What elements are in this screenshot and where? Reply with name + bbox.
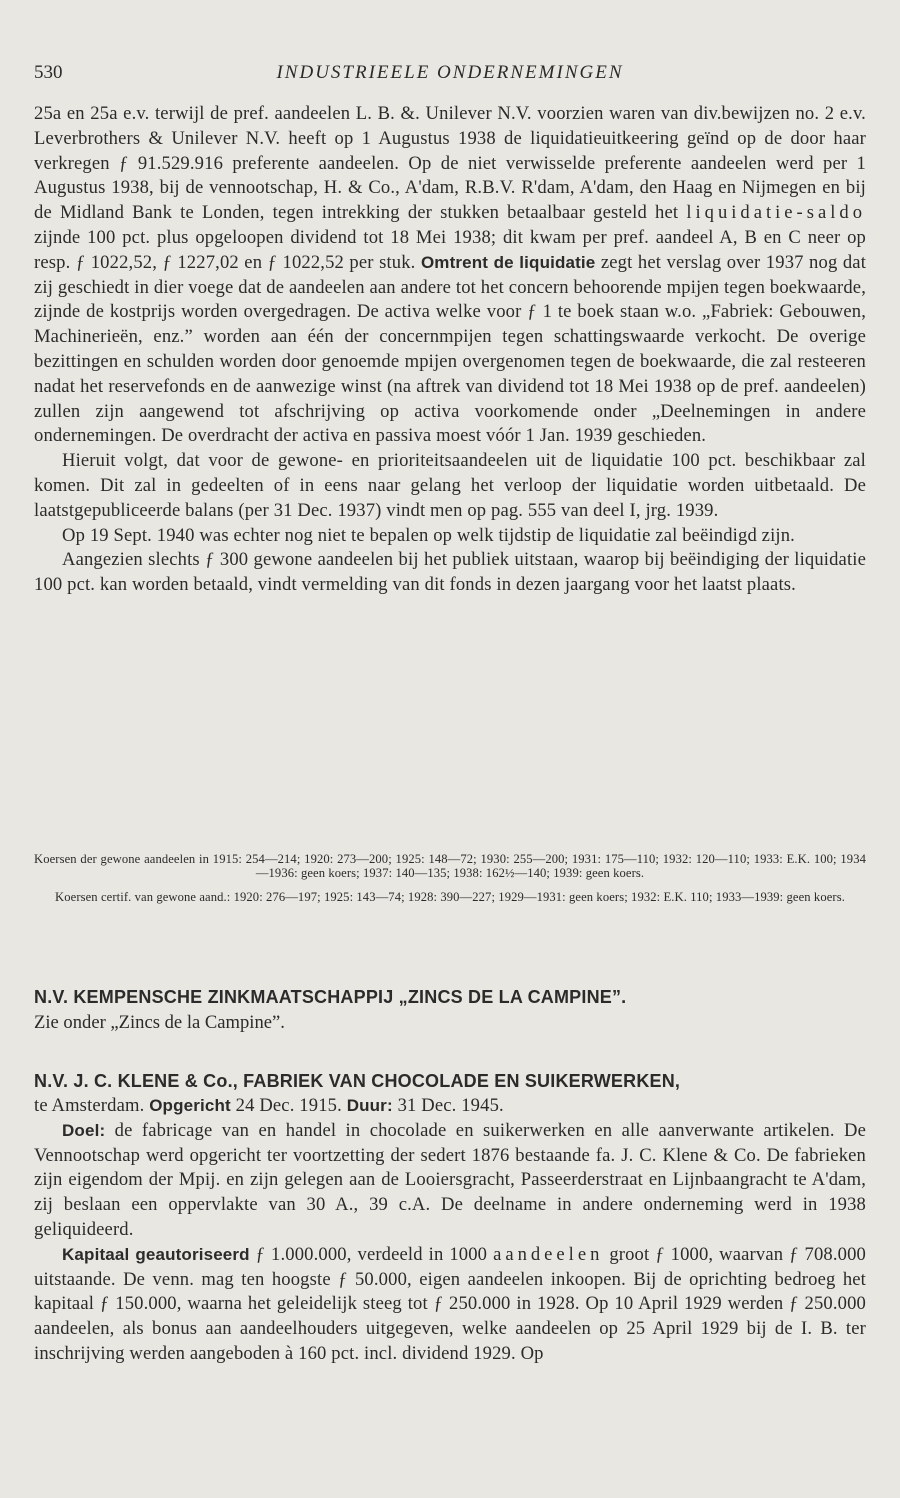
company-heading <box>34 985 866 1010</box>
duration-label: Duur: <box>346 1096 393 1115</box>
capital-label: Kapitaal geautoriseerd <box>62 1244 250 1264</box>
purpose-label: Doel: <box>62 1120 106 1140</box>
running-title: INDUSTRIEELE ONDERNEMINGEN <box>276 62 624 83</box>
purpose-text: de fabricage van en handel in chocolade en suikerwerken en alle aanverwante artikelen. De Vennootschap werd opgericht ter voortzetting der sedert 1876 bestaande fa. J. C. Klene & Co. De fabrieken zijn eigendom der Mpij. en zijn gelegen aan de Looiersgracht, Passeerderstraat en Lijnbaangracht te A'dam, zij beslaan een oppervlakte van 30 A., 39 c.A. De deelname in andere onderneming werd in 1938 geliquideerd. <box>34 1119 866 1240</box>
purpose-paragraph <box>34 1119 866 1243</box>
page-header <box>34 62 866 90</box>
duration-value: 31 Dec. 1945. <box>392 1095 504 1116</box>
price-notes <box>34 852 866 904</box>
final-listing-paragraph: Aangezien slechts ƒ 300 gewone aandeelen bij het publiek uitstaan, waarop bij beëindiging der liquidatie 100 pct. kan worden betaald, vindt vermelding van dit fonds in dezen jaargang voor het laatst plaats. <box>34 549 866 596</box>
cross-reference: Zie onder „Zincs de la Campine”. <box>34 1012 285 1033</box>
spaced-term: aandeelen <box>493 1243 604 1265</box>
text-run: groot ƒ 1000, waarvan ƒ 708.000 uitstaande. De venn. mag ten hoogste ƒ 50.000, eigen aandeelen inkoopen. Bij de oprichting bedroeg het kapitaal ƒ 150.000, waarna het geleidelijk steeg tot ƒ 250.000 in 1928. Op 10 April 1929 werden ƒ 250.000 aandeelen, als bonus aan aandeelhouders uitgegeven, welke aandeelen op 25 April 1929 bij de I. B. ter inschrijving werden aangeboden à 160 pct. incl. dividend 1929. Op <box>34 1243 866 1364</box>
company-heading <box>34 1069 866 1094</box>
liquidation-section <box>34 102 866 598</box>
company-name: N.V. J. C. KLENE & Co., FABRIEK VAN CHOCOLADE EN SUIKERWERKEN, <box>34 1071 681 1091</box>
company-name: N.V. KEMPENSCHE ZINKMAATSCHAPPIJ „ZINCS DE LA CAMPINE”. <box>34 987 627 1007</box>
conclusion-paragraph: Hieruit volgt, dat voor de gewone- en prioriteitsaandeelen uit de liquidatie 100 pct. beschikbaar zal komen. Dit zal in gedeelten of in eens naar gelang het verloop der liquidatie worden uitbetaald. De laatstgepubliceerde balans (per 31 Dec. 1937) vindt men op pag. 555 van deel I, jrg. 1939. <box>34 450 866 521</box>
text-run: 25a en 25a e.v. terwijl de pref. aandeelen L. B. &. Unilever N.V. voorzien waren van div.bewijzen no. 2 e.v. Leverbrothers & Unilever N.V. heeft op 1 Augustus 1938 de liquidatieuitkeering geïnd op de door haar verkregen ƒ 91.529.916 preferente aandeelen. Op de niet verwisselde preferente aandeelen werd per 1 Augustus 1938, bij de vennootschap, H. & Co., A'dam, R.B.V. R'dam, A'dam, den Haag en Nijmegen en bij de Midland Bank te Londen, tegen intrekking der stukken betaalbaar gesteld het <box>34 103 866 224</box>
location: te Amsterdam. <box>34 1095 150 1116</box>
page-number: 530 <box>34 62 63 83</box>
bold-term: Omtrent de liquidatie <box>420 252 596 272</box>
capital-paragraph <box>34 1243 866 1367</box>
founded-value: 24 Dec. 1915. <box>230 1095 347 1116</box>
text-run: ƒ 1.000.000, verdeeld in 1000 <box>249 1243 494 1265</box>
founded-label: Opgericht <box>149 1096 231 1115</box>
spaced-term: liquidatie-saldo <box>686 202 866 224</box>
price-note-ordinary-shares: Koersen der gewone aandeelen in 1915: 254—214; 1920: 273—200; 1925: 148—72; 1930: 255—200; 1931: 175—110; 1932: 120—110; 1933: E.K. 100; 1934—1936: geen koers; 1937: 140—135; 1938: 162½—140; 1939: geen koers. <box>34 852 866 880</box>
status-paragraph: Op 19 Sept. 1940 was echter nog niet te bepalen op welk tijdstip de liquidatie zal beëindigd zijn. <box>62 524 795 546</box>
kempensche-entry <box>34 985 866 1035</box>
price-note-certificates: Koersen certif. van gewone aand.: 1920: 276—197; 1925: 143—74; 1928: 390—227; 1929—1931: geen koers; 1932: E.K. 110; 1933—1939: geen koers. <box>55 890 845 904</box>
liquidation-paragraph <box>34 102 866 449</box>
text-run: zegt het verslag over 1937 nog dat zij geschiedt in dier voege dat de aandeelen aan andere tot het concern behoorende mpijen tegen boekwaarde, zijnde de kostprijs worden overgedragen. De activa welke voor ƒ 1 te boek staan w.o. „Fabriek: Gebouwen, Machinerieën, enz.” worden aan één der concernmpijen tegen schattingswaarde verkocht. De overige bezittingen en schulden worden door genoemde mpijen overgenomen tegen de boekwaarde, die zal resteeren nadat het reservefonds en de aanwezige winst (na aftrek van dividend tot 18 Mei 1938 op de pref. aandeelen) zullen zijn aangewend tot afschrijving op activa voorkomende onder „Deelnemingen in andere ondernemingen. De overdracht der activa en passiva moest vóór 1 Jan. 1939 geschieden. <box>34 251 867 447</box>
klene-entry <box>34 1069 866 1367</box>
founding-line <box>34 1094 866 1119</box>
text-run: zijnde 100 pct. plus opgeloopen dividend tot 18 Mei 1938; dit kwam per pref. aandeel A, B en C neer op resp. ƒ 1022,52, ƒ 1227,02 en ƒ 1022,52 per stuk. <box>34 226 866 273</box>
